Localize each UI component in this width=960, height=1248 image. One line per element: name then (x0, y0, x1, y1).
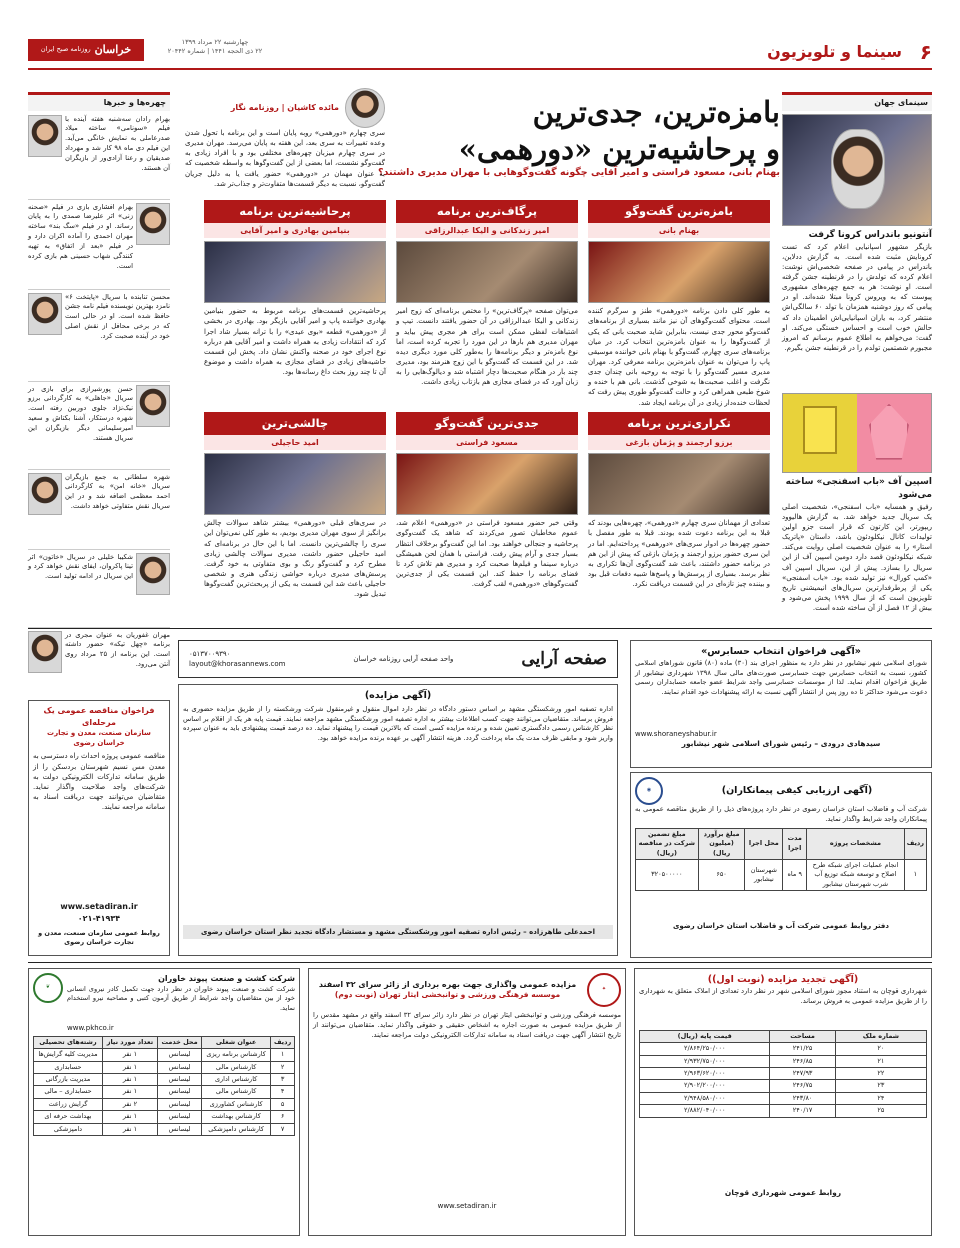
auction-body: اداره تصفیه امور ورشکستگی مشهد بر اساس دستور دادگاه در نظر دارد اموال منقول و غیرمنقول شرکت ورشکسته را از طریق مزایده حضوری به فروش برساند. متقاضیان می‌توانند جهت کسب اطلاعات بیشتر به اداره تصفیه امور ورشکستگی مشهد مراجعه نمایند. قیمت پایه هر یک از اقلام بر اساس نظر کارشناس رسمی دادگستری تعیین شده و برنده مزایده کسی است که بالاترین قیمت را پیشنهاد نماید. ده درصد قیمت پیشنهادی باید به عنوان سپرده واریز شود و مابقی ظرف مدت یک ماه پرداخت گردد. هزینه انتشار آگهی بر عهده برنده مزایده خواهد بود. (183, 704, 613, 743)
world-cinema-heading: سینمای جهان (782, 92, 932, 111)
table-cell: لیسانس (158, 1074, 202, 1086)
category-guest: امیر زندکانی و الیکا عبدالرزاقی (396, 223, 578, 239)
col-header: تعداد مورد نیاز (102, 1036, 157, 1048)
table-cell: ۲۴۱/۲۵ (770, 1043, 835, 1055)
quality-ad (630, 772, 932, 958)
layout-email[interactable]: layout@khorasannews.com (189, 660, 286, 668)
coop-website[interactable]: www.pkhco.ir (67, 1023, 114, 1032)
col-header: مبلغ تضمین شرکت در مناقصه (ریال) (636, 828, 699, 859)
table-cell: ۲۴۶/۷۵ (770, 1080, 835, 1092)
news-photo (136, 385, 170, 427)
zandkani-photo (396, 241, 578, 303)
category-body: می‌توان صفحه «پرگاف‌ترین» را مختص برنامه‌ای که زوج امیر زندکانی و الیکا عبدالرزاقی در آن حضور یافتند دانست. تیپ و اشتباهات لفظی ممکن است برای هر مجری پیش بیاید و مهران مدیری هم بارها در این مورد را تجربه کرده است، اما نوع بامزه‌تر و دیگر برنامه‌ها را به‌طور کلی مورد دیگری دیده شد. در این قسمت که گفت‌وگو با این زوج هنرمند بود، مدیری چند بار در هنگام صحبت‌ها دچار اشتباه شد و دیالوگ‌هایی را به زبان آورد که در فضای مجازی هم بازتاب زیادی داشت. (396, 307, 578, 387)
auditor-title: «آگهی فراخوان انتخاب حسابرس» (701, 646, 861, 657)
auditor-website[interactable]: www.shoraneyshabur.ir (635, 729, 717, 738)
table-row (34, 1098, 295, 1110)
layout-phone: ۰۵۱۳۷۰۰۹۳۹۰ (189, 649, 231, 658)
table-cell: حسابداری (34, 1061, 103, 1073)
table-cell: ۲۴ (835, 1092, 926, 1104)
table-cell: شهرستان نیشابور (745, 859, 783, 890)
category-title: تکراری‌ترین برنامه (588, 412, 770, 435)
renewal-signature: روابط عمومی شهرداری قوچان (724, 1187, 842, 1197)
sport-website[interactable]: www.setadiran.ir (437, 1202, 497, 1210)
renewal-table (639, 1030, 927, 1118)
sport-ad (308, 968, 626, 1236)
spongebob-figure (803, 406, 837, 454)
quality-signature: دفتر روابط عمومی شرکت آب و فاضلاب استان خراسان رضوی (673, 922, 889, 931)
news-text: شکیبا خلیلی در سریال «خاتون» اثر تینا پاکروان، ایفای نقش خواهد کرد و این سریال در ادامه تولید است. (28, 552, 133, 581)
table-cell: ۱ نفر (102, 1123, 157, 1135)
news-text: شهره سلطانی به جمع بازیگران سریال «خانه امن» به کارگردانی احمد معظمی اضافه شد و در این سریال نقش متفاوتی خواهد داشت. (65, 472, 170, 511)
news-photo (28, 473, 62, 515)
col-header: ردیف (271, 1036, 295, 1048)
table-row (640, 1092, 927, 1104)
table-cell: مدیریت بازرگانی (34, 1074, 103, 1086)
banderas-face (831, 129, 885, 209)
newspaper-logo (28, 39, 144, 61)
news-item (28, 381, 170, 465)
layout-unit: واحد صفحه آرایی روزنامه خراسان (353, 654, 454, 663)
table-cell: ۲۲ (835, 1068, 926, 1080)
category-guest: بنیامین بهادری و امیر آقایی (204, 223, 386, 239)
table-cell: بهداشت حرفه ای (34, 1111, 103, 1123)
col-header: عنوان شغلی (202, 1036, 271, 1048)
category-title: جدی‌ترین گفت‌وگو (396, 412, 578, 435)
auction-title: (آگهی مزایده) (364, 690, 432, 701)
author-photo (345, 88, 385, 128)
table-cell: ۲ (271, 1061, 295, 1073)
news-item (28, 469, 170, 545)
table-row (636, 859, 927, 890)
isar-logo-icon: ✦ (587, 973, 621, 1007)
col-header: مدت اجرا (783, 828, 807, 859)
quality-body: شرکت آب و فاضلاب استان خراسان رضوی در نظر دارد پروژه‌های ذیل را از طریق مناقصه عمومی به پیمانکاران واجد شرایط واگذار نماید. (635, 805, 927, 823)
news-photo (28, 115, 62, 157)
category-title: پرگاف‌ترین برنامه (396, 200, 578, 223)
col-header: مشخصات پروژه (807, 828, 905, 859)
category-most-challenging (204, 412, 386, 617)
banderas-body: بازیگر مشهور اسپانیایی اعلام کرد که تست کرونایش مثبت شده است. به گزارش ددلاین، باندراس در پیامی در صفحه شخصی‌اش نوشت: اعلام کرده که تولدش را در قرنطینه جشن گرفته است. او نوشت: هر به جمع چهره‌های مشهوری پیوست که به ویروس کرونا مبتلا شده‌اند. او در پیامی که روز دوشنبه همزمان با تولد ۶۰ سالگی‌اش منتشر کرد، به یاران اسپانیایی‌اش اطمینان داد که حالش خوب است و احساس خستگی می‌کند. او گفت: می‌خواهم به اطلاع عموم برسانم که امروز مجبورم شصتمین تولدم را در قرنطینه جشن بگیرم. (782, 242, 933, 353)
col-header: مبلغ برآورد (میلیون ریال) (698, 828, 745, 859)
table-row (34, 1049, 295, 1061)
author-block (185, 88, 385, 188)
table-cell: ۱ نفر (102, 1111, 157, 1123)
table-row (640, 1080, 927, 1092)
bid-body: مناقصه عمومی پروژه احداث راه دسترسی به معدن مس نسیم شهرستان بردسکن را از طریق سامانه تدارکات الکترونیکی دولت به شرکت‌های واجد صلاحیت واگذار نماید. متقاضیان می‌توانند جهت دریافت اسناد به سامانه مراجعه نمایند. (32, 752, 165, 812)
section-divider (28, 628, 932, 629)
table-cell: ۲۴۰/۱۷ (770, 1105, 835, 1117)
col-header: رشته‌های تحصیلی (34, 1036, 103, 1048)
sport-title: مزایده عمومی واگذاری جهت بهره برداری از زائر سرای ۳۲ اسفند (318, 979, 577, 989)
table-cell: لیسانس (158, 1123, 202, 1135)
table-cell: ۲۱ (835, 1055, 926, 1067)
table-cell: ۲۰ (835, 1043, 926, 1055)
coop-table (33, 1036, 295, 1136)
bahadori-photo (204, 241, 386, 303)
table-cell: لیسانس (158, 1111, 202, 1123)
category-guest: بهنام بانی (588, 223, 770, 239)
news-item (28, 549, 170, 623)
page-header (28, 36, 932, 66)
news-photo (28, 631, 62, 673)
table-cell: ۲۴۶/۸۵ (770, 1055, 835, 1067)
table-cell: کارشناس کشاورزی (202, 1098, 271, 1110)
news-text: حسن پورشیرازی برای بازی در سریال «جاهلی» به کارگردانی برزو نیک‌نژاد جلوی دوربین رفته است. شهره درستکار، آشنا بکتاش و سعید امیرسلیمانی دیگر بازیگران این سریال هستند. (28, 384, 133, 442)
category-body: به طور کلی دادن برنامه «دورهمی» طنز و سرگرم کننده است. محتوای گفت‌وگوهای آن نیز مانند بسیاری از برنامه‌های گفت‌وگو محور جدی نیست، بنابراین شاید صحبت بانی که یکی از گفت‌وگوها را به عنوان بامزه‌ترین انتخاب کرد. در میان برنامه‌های سری چهارم، گفت‌وگو با بهنام بانی خواننده موسیقی پاپ را می‌توان به عنوان بامزه‌ترین برنامه معرفی کرد. مهران مدیری مسیر گفت‌وگو را با توجه به روحیه بانی چندان جدی نگرفت و اغلب صحبت‌ها به شوخی گذشت. بانی هم با خنده و شوخ طبعی همراهی کرد و حالت گفت‌وگو طوری پیش رفت که لحظات خنده‌دار زیادی در آن برنامه ایجاد شد. (588, 307, 770, 407)
table-cell: ۵ (271, 1098, 295, 1110)
world-cinema-column (782, 92, 932, 632)
date-persian: چهارشنبه ۲۲ مرداد ۱۳۹۹ (181, 38, 249, 46)
table-row (34, 1086, 295, 1098)
table-cell: ۹ ماه (783, 859, 807, 890)
table-cell: کارشناس برنامه ریزی (202, 1049, 271, 1061)
quality-title: (آگهی ارزیابی کیفی پیمانکاران) (721, 785, 873, 797)
table-cell: ۳۲۰۵۰۰۰۰۰ (636, 859, 699, 890)
layout-contact (189, 649, 285, 669)
table-cell: لیسانس (158, 1098, 202, 1110)
coop-title: شرکت کشت و صنعت پیوند خاوران (158, 974, 295, 983)
farasati-photo (396, 453, 578, 515)
news-photo (136, 203, 170, 245)
sport-org: موسسه فرهنگی ورزشی و توانبخشی ایثار تهران (نوبت دوم) (334, 990, 561, 1000)
feature-title-line1: بامزه‌ترین، جدی‌ترین (532, 95, 780, 129)
table-cell: ۱ نفر (102, 1049, 157, 1061)
renewal-body: شهرداری قوچان به استناد مجوز شورای اسلامی شهر در نظر دارد تعدادی از املاک متعلق به شهرداری را از طریق مزایده عمومی به فروش برساند. (639, 986, 927, 1005)
table-row (640, 1055, 927, 1067)
patrick-figure (869, 404, 909, 460)
table-cell: کارشناس مالی (202, 1061, 271, 1073)
table-cell: ۶۵۰ (698, 859, 745, 890)
table-cell: ۲/۹۳۲/۷۵۰/۰۰۰ (640, 1055, 770, 1067)
table-cell: ۲/۹۴۸/۵۸۰/۰۰۰ (640, 1092, 770, 1104)
sport-body: موسسه فرهنگی ورزشی و توانبخشی ایثار تهران در نظر دارد زائر سرای ۳۲ اسفند واقع در مشهد مقدس را از طریق مزایده عمومی به صورت اجاره به اشخاص حقیقی و حقوقی واگذار نماید. متقاضیان می‌توانند از تاریخ انتشار آگهی جهت دریافت اسناد به سامانه تدارکات الکترونیکی دولت مراجعه نمایند. (313, 1011, 621, 1039)
table-cell: ۲/۹۶۳/۶۲۰/۰۰۰ (640, 1068, 770, 1080)
table-cell: ۷ (271, 1123, 295, 1135)
auction-ad (178, 684, 618, 956)
bid-ad (28, 700, 170, 956)
category-body: در سری‌های قبلی «دورهمی» بیشتر شاهد سوالات چالش برانگیز از سوی مهران مدیری بودیم، به طور کلی نمی‌توان این سری را چالشی‌ترین دانست. اما با این حال در برنامه‌ای که امید حاجیلی حضور داشت، مدیری سوالات چالشی زیادی مطرح کرد و گفت‌وگو رنگ و بوی متفاوتی به خود گرفت. پرسش‌های مدیری درباره حواشی زندگی هنری و شخصی حاجیلی باعث شد این قسمت به یکی از پربحث‌ترین گفت‌وگوها تبدیل شود. (204, 519, 386, 599)
arjmand-photo (588, 453, 770, 515)
coop-body: شرکت کشت و صنعت پیوند خاوران در نظر دارد جهت تکمیل کادر نیروی انسانی خود از بین متقاضیان واجد شرایط از طریق آزمون کتبی و مصاحبه نیرو استخدام نماید. (67, 984, 295, 1012)
bid-phone: ۰۲۱-۴۱۹۳۴ (77, 914, 121, 924)
section-divider (28, 962, 932, 963)
table-cell: ۳ (271, 1074, 295, 1086)
table-cell: ۴ (271, 1086, 295, 1098)
renewal-title: (آگهی تجدید مزایده (نوبت اول)) (707, 974, 859, 985)
col-header: قیمت پایه (ریال) (640, 1030, 770, 1042)
date-hijri: ۲۲ ذی الحجه ۱۴۴۱ | شماره ۲۰۴۴۲ (167, 46, 263, 55)
table-cell: دامپزشکی (34, 1123, 103, 1135)
news-text: بهرام رادان سه‌شنبه هفته آینده با فیلم «سونامی» ساخته میلاد صدرعاملی به نمایش خانگی می‌آید. این فیلم دی ماه ۹۸ کار شد و مهرداد صدیقیان و رعنا آزادی‌ور از بازیگران آن هستند. (65, 114, 170, 172)
bani-photo (588, 241, 770, 303)
table-row (640, 1068, 927, 1080)
bid-website[interactable]: www.setadiran.ir (60, 902, 138, 912)
coop-logo-icon: ❦ (33, 973, 63, 1003)
category-guest: مسعود فراستی (396, 435, 578, 451)
category-most-controversial (204, 200, 386, 400)
table-row (34, 1061, 295, 1073)
category-body: وقتی خبر حضور مسعود فراستی در «دورهمی» اعلام شد، عموم مخاطبان تصور می‌کردند که شاهد یک گفت‌وگوی پرحاشیه و جنجالی خواهند بود. اما این گفت‌وگو برخلاف انتظار بسیار جدی و آرام پیش رفت. فراستی با همان لحن همیشگی درباره سینما و فیلم‌ها صحبت کرد و مدیری هم تلاش کرد تا فضای برنامه را حفظ کند. این قسمت یکی از جدی‌ترین گفت‌وگوهای «دورهمی» لقب گرفت. (396, 519, 578, 589)
table-cell: ۲/۸۸۲/۰۴۰/۰۰۰ (640, 1105, 770, 1117)
category-guest: برزو ارجمند و پژمان بازغی (588, 435, 770, 451)
category-most-gaffes (396, 200, 578, 400)
category-title: بامزه‌ترین گفت‌وگو (588, 200, 770, 223)
table-cell: ۱ نفر (102, 1061, 157, 1073)
category-most-repeated (588, 412, 770, 617)
page-number: ۶ (919, 40, 932, 64)
header-rule (28, 68, 932, 70)
table-cell: کارشناس اداری (202, 1074, 271, 1086)
feature-subtitle: بهنام بانی، مسعود فراستی و امیر آقایی چگونه گفت‌وگوهایی با مهران مدیری داشتند؟ (377, 167, 780, 178)
table-row (34, 1111, 295, 1123)
table-cell: ۲۵ (835, 1105, 926, 1117)
layout-title: صفحه آرایی (521, 648, 607, 669)
category-funniest (588, 200, 770, 407)
table-cell: ۲۴۳/۸۰ (770, 1092, 835, 1104)
table-cell: ۲/۸۶۴/۲۵۰/۰۰۰ (640, 1043, 770, 1055)
table-cell: ۲۳ (835, 1080, 926, 1092)
table-cell: کارشناس دامپزشکی (202, 1123, 271, 1135)
col-header: شماره ملک (835, 1030, 926, 1042)
news-item (28, 627, 170, 699)
banderas-photo (782, 114, 932, 226)
col-header: محل خدمت (158, 1036, 202, 1048)
table-cell: ۲ نفر (102, 1098, 157, 1110)
table-row (640, 1105, 927, 1117)
table-cell: انجام عملیات اجرای شبکه طرح اصلاح و توسعه شبکه توزیع آب شرب شهرستان نیشابور (807, 859, 905, 890)
table-cell: ۲/۹۰۲/۲۰۰/۰۰۰ (640, 1080, 770, 1092)
news-item (28, 289, 170, 377)
bid-title: فراخوان مناقصه عمومی یک مرحله‌ای (43, 706, 155, 727)
quality-table (635, 828, 927, 892)
table-cell: لیسانس (158, 1061, 202, 1073)
news-item (28, 199, 170, 285)
layout-ad-header (178, 640, 618, 678)
table-cell: ۱ (904, 859, 926, 890)
table-cell: حسابداری – مالی (34, 1086, 103, 1098)
category-most-serious (396, 412, 578, 617)
hajili-photo (204, 453, 386, 515)
news-photo (136, 553, 170, 595)
logo-text: خراسان (94, 43, 132, 57)
renewal-ad (634, 968, 932, 1236)
table-row (640, 1043, 927, 1055)
logo-subtitle: روزنامه صبح ایران (40, 45, 91, 54)
bid-org: سازمان صنعت، معدن و تجارت خراسان رضوی (47, 729, 151, 748)
coop-ad (28, 968, 300, 1236)
auditor-body: شورای اسلامی شهر نیشابور در نظر دارد به منظور اجرای بند (۳۰) ماده (۸۰) قانون شوراهای اسلامی کشور، نسبت به انتخاب حسابرس جهت حسابرسی صورت‌های مالی سال ۱۳۹۸ شهرداری نیشابور از طریق فراخوان اقدام نماید. لذا از موسسات حسابرسی واجد شرایط عضو جامعه حسابداران رسمی دعوت می‌شود حداکثر تا ده روز پس از انتشار آگهی نسبت به ارائه پیشنهادات خود اقدام نمایند. (635, 658, 927, 697)
table-row (34, 1074, 295, 1086)
news-column (28, 92, 170, 692)
banderas-headline: آنتونیو باندراس کرونا گرفت (808, 229, 932, 240)
feature-intro: سری چهارم «دورهمی» روبه پایان است و این برنامه با تحول شدن وعده تغییرات به سری بعد، این هفته به پایان می‌رسد. مهران مدیری در سری چهارم میزبان چهره‌های مختلفی بود و با افراد زیادی به گفت‌وگو نشست، اما بعضی از این گفت‌وگوها به واسطه شخصیت که به عنوان مهمان در «دورهمی» حضور یافت یا به دلیل جریان گفت‌وگو، نسبت به دیگر قسمت‌ها متفاوت‌تر و جذاب‌تر شد. (185, 129, 385, 188)
table-row (34, 1123, 295, 1135)
category-body: پرحاشیه‌ترین قسمت‌های برنامه مربوط به حضور بنیامین بهادری خواننده پاپ و امیر آقایی بازیگر بود. بهادری در بخشی از «دورهمی» قطعه «بوی عیدی» را با ترانه بسیار شاد اجرا کرد که انتقادات زیادی به همراه داشت و امیر آقایی هم درباره نوع اجرای خود در صحنه واکنش نشان داد. پخش این قسمت حاشیه‌های زیادی در فضای مجازی به همراه داشت و موضوع آن تا چند روز بحث داغ رسانه‌ها بود. (204, 307, 386, 377)
bid-signature: روابط عمومی سازمان صنعت، معدن و تجارت خراسان رضوی (38, 928, 160, 947)
auditor-ad (630, 640, 932, 768)
spongebob-body: رفیق و همسایه «باب اسفنجی»، شخصیت اصلی یک سریال جدید خواهد شد. به گزارش هالیوود ریپورتر، این کارتون که قرار است جزو اولین تولیدات کانال نیکلودئون باشد، داستان «پاتریک استار» را به عنوان شخصیت اصلی روایت می‌کند. شبکه نیکلودئون قصد دارد دومین اسپین آف از این سریال را بسازد. پیش از این، سریال اسپین آف «کمپ کورال» نیز تولید شده بود. «باب اسفنجی» یکی از پرطرفدارترین سریال‌های انیمیشنی تاریخ تلویزیون است که از سال ۱۹۹۹ پخش می‌شود و بیش از ۱۲ فصل از آن ساخته شده است. (782, 502, 932, 613)
water-company-logo-icon: ◉ (635, 777, 663, 805)
table-cell: ۱ (271, 1049, 295, 1061)
news-text: بهرام افشاری بازی در فیلم «صحنه زنی» اثر علیرضا صمدی را به پایان رساند. او در فیلم «سگ بند» ساخته مهران احمدی را آماده اکران دارد و در فیلم «بعد از اتفاق» به تهیه کنندگی شهاب حسینی هم بازی کرده است. (28, 202, 133, 270)
table-cell: ۱ نفر (102, 1086, 157, 1098)
section-title: سینما و تلویزیون (767, 42, 902, 61)
news-item (28, 115, 170, 195)
category-guest: امید حاجیلی (204, 435, 386, 451)
table-cell: کارشناس بهداشت (202, 1111, 271, 1123)
spongebob-headline: اسپین آف «باب اسفنجی» ساخته می‌شود (785, 476, 932, 500)
news-text: محسن تنابنده با سریال «پایتخت ۶» نامزد بهترین نویسنده فیلم نامه جشن حافظ شده است. او در حالی است که در برخی محافل از نقش اصلی خود در آینده صحبت کرد. (65, 292, 170, 340)
date-line (150, 38, 280, 56)
news-heading: چهره‌ها و خبرها (28, 92, 170, 111)
col-header: مساحت (770, 1030, 835, 1042)
table-cell: ۱ نفر (102, 1074, 157, 1086)
category-title: پرحاشیه‌ترین برنامه (204, 200, 386, 223)
table-cell: لیسانس (158, 1086, 202, 1098)
category-body: تعدادی از مهمانان سری چهارم «دورهمی»، چهره‌هایی بودند که قبلا به این برنامه دعوت شده بودند. قبلا به طور مفصل با حضور چهره‌ها در ادوار سری‌های «دورهمی» پرداخته‌ایم. اما در این سری حضور برزو ارجمند و پژمان بازغی که پیش از این هم در برنامه حضور داشتند، باعث شد گفت‌وگوی آن‌ها تکراری به نظر برسد. بسیاری از پرسش‌ها و پاسخ‌ها شبیه دفعات قبل بود و بیننده چیز تازه‌ای در این قسمت دریافت نکرد. (587, 519, 770, 589)
feature-title-line2: و پرحاشیه‌ترین «دورهمی» (458, 132, 780, 167)
table-cell: ۶ (271, 1111, 295, 1123)
col-header: محل اجرا (745, 828, 783, 859)
auction-signature: احمدعلی طاهرزاده – رئیس اداره تصفیه امور ورشکستگی مشهد و مستشار دادگاه تجدید نظر استان خراسان رضوی (183, 925, 613, 939)
table-cell: لیسانس (158, 1049, 202, 1061)
auditor-signature: سیدهادی درودی – رئیس شورای اسلامی شهر نیشابور (681, 738, 881, 748)
category-title: چالشی‌ترین (204, 412, 386, 435)
table-cell: کارشناس مالی (202, 1086, 271, 1098)
col-header: ردیف (904, 828, 926, 859)
table-cell: گرایش زراعت (34, 1098, 103, 1110)
table-cell: ۲۴۷/۹۳ (770, 1068, 835, 1080)
table-cell: مدیریت کلیه گرایش‌ها (34, 1049, 103, 1061)
news-text: مهران غفوریان به عنوان مجری در برنامه «چهل تیکه» حضور داشته است. این برنامه از ۲۵ مرداد روی آنتن می‌رود. (65, 630, 171, 669)
spongebob-photo (782, 393, 932, 473)
author-label: مائده کاشیان | روزنامه نگار (230, 103, 339, 113)
news-photo (28, 293, 62, 335)
